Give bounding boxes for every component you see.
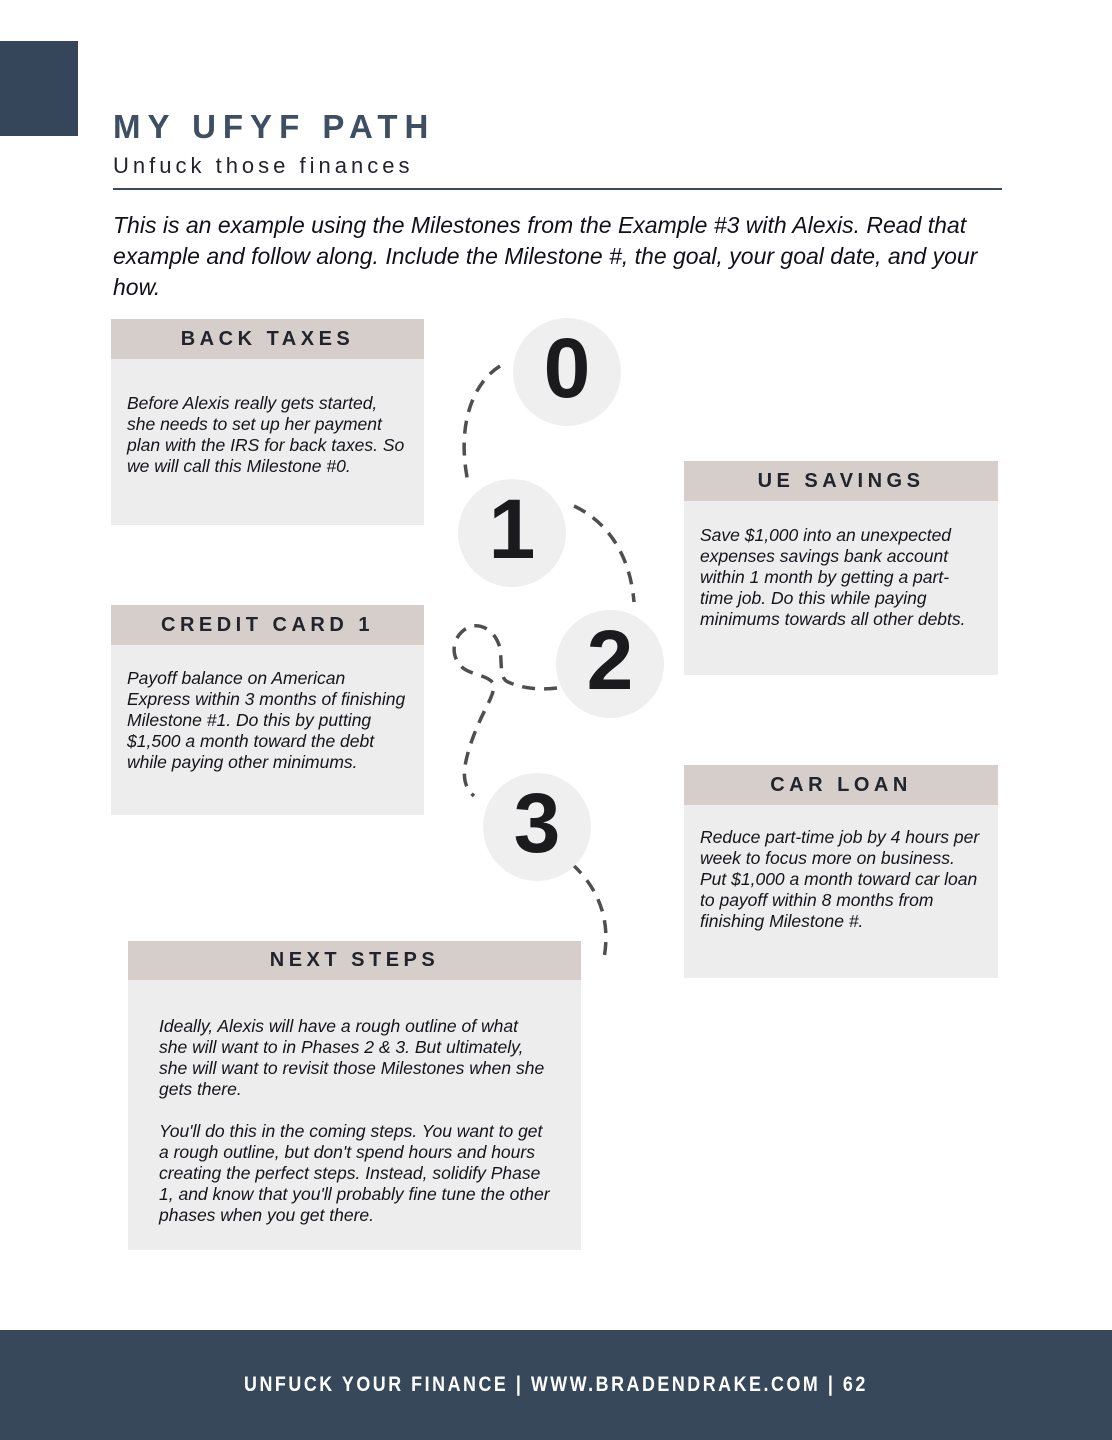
corner-accent-square xyxy=(0,41,78,136)
milestone-number-0: 0 xyxy=(543,321,591,415)
milestone-number-2: 2 xyxy=(586,613,634,707)
intro-paragraph: This is an example using the Milestones from the Example #3 with Alexis. Read that example and follow along. Include the Milestone #, the goal, your goal date, and your how. xyxy=(113,212,978,300)
credit-card-1-body: Payoff balance on American Express within 3 months of finishing Milestone #1. Do this by putting $1,500 a month toward the debt while paying other minimums. xyxy=(127,668,406,772)
back-taxes-body: Before Alexis really gets started, she needs to set up her payment plan with the IRS for back taxes. So we will call this Milestone #0. xyxy=(127,393,405,476)
back-taxes-header xyxy=(111,319,424,359)
next-steps-paragraph-2: You'll do this in the coming steps. You want to get a rough outline, but don't spend hours and hours creating the perfect steps. Instead, solidify Phase 1, and know that you'll probably fine tune the other phases when you get there. xyxy=(159,1121,550,1225)
credit-card-1-title: CREDIT CARD 1 xyxy=(161,613,374,636)
back-taxes-title: BACK TAXES xyxy=(180,327,355,350)
next-steps-title: NEXT STEPS xyxy=(269,949,440,971)
credit-card-1-header xyxy=(111,605,424,645)
milestone-box-ue-savings xyxy=(684,461,998,675)
connector-0-to-1 xyxy=(464,366,500,482)
ue-savings-title: UE SAVINGS xyxy=(757,469,925,492)
milestone-number-3: 3 xyxy=(513,776,561,870)
milestone-box-car-loan xyxy=(684,765,998,978)
car-loan-body: Reduce part-time job by 4 hours per week to focus more on business. Put $1,000 a month toward car loan to payoff within 8 months from finishing Milestone #. xyxy=(700,827,980,931)
connector-1-to-2 xyxy=(574,506,634,602)
milestone-circle-3 xyxy=(483,773,591,881)
ue-savings-body: Save $1,000 into an unexpected expenses savings bank account within 1 month by getting a part-time job. Do this while paying minimums towards all other debts. xyxy=(700,525,966,629)
milestone-circle-2 xyxy=(556,610,664,718)
milestone-number-1: 1 xyxy=(488,482,536,576)
next-steps-paragraph-1: Ideally, Alexis will have a rough outline of what she will want to in Phases 2 & 3. But ultimately, she will want to revisit those Milestones when she gets there. xyxy=(159,1016,545,1099)
footer-text: UNFUCK YOUR FINANCE | WWW.BRADENDRAKE.COM | 62 xyxy=(244,1373,868,1396)
milestone-box-credit-card-1 xyxy=(111,605,424,815)
milestone-box-next-steps xyxy=(128,941,581,1250)
car-loan-title: CAR LOAN xyxy=(770,773,912,796)
car-loan-header xyxy=(684,765,998,805)
next-steps-header xyxy=(128,941,581,980)
footer-bar xyxy=(0,1330,1112,1440)
milestone-circle-1 xyxy=(458,479,566,587)
ue-savings-header xyxy=(684,461,998,501)
milestone-circle-0 xyxy=(513,318,621,426)
next-steps-body xyxy=(128,980,581,1226)
title-divider xyxy=(113,188,1002,190)
page-subtitle: Unfuck those finances xyxy=(113,153,414,178)
milestone-box-back-taxes xyxy=(111,319,424,525)
page-title: MY UFYF PATH xyxy=(113,108,436,145)
connector-2-to-3-loop xyxy=(454,626,557,796)
